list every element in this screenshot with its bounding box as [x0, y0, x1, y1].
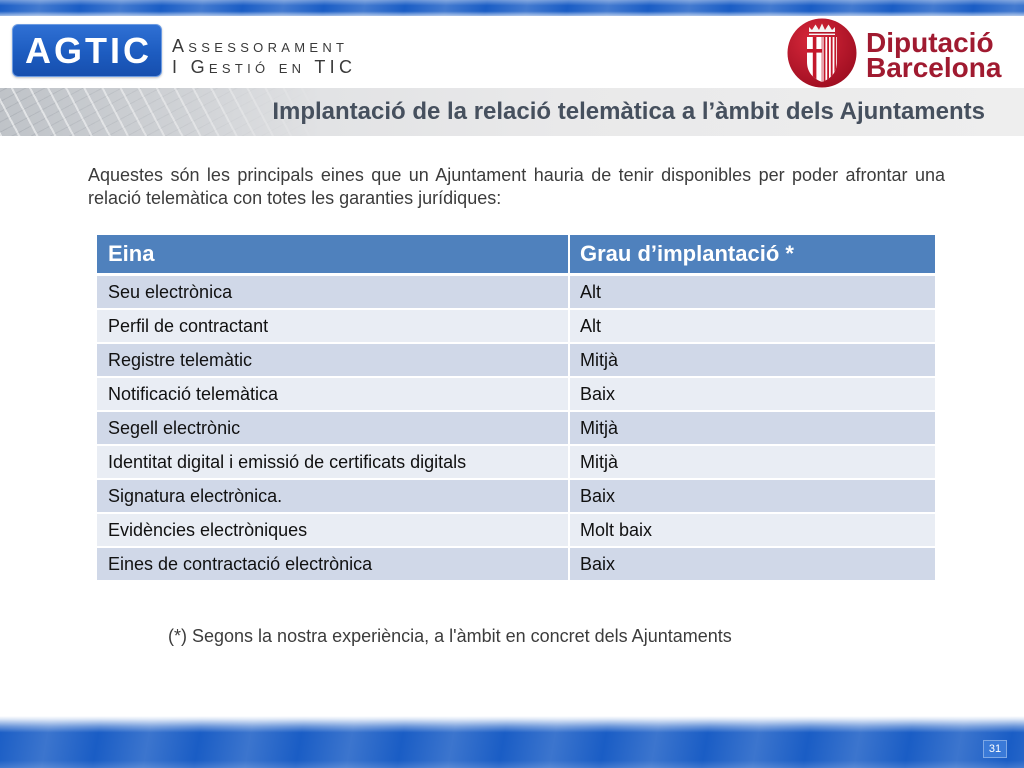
table-row — [97, 310, 935, 342]
diputacio-name-line-2: Barcelona — [866, 52, 1002, 83]
implementation-level-cell: Molt baix — [570, 514, 935, 546]
implementation-level-cell: Alt — [570, 276, 935, 308]
diputacio-coat-of-arms-icon — [787, 18, 857, 88]
tool-cell: Evidències electròniques — [97, 514, 568, 546]
table-row — [97, 276, 935, 308]
top-decorative-band — [0, 0, 1024, 16]
table-row — [97, 446, 935, 478]
footnote: (*) Segons la nostra experiència, a l'àmbit en concret dels Ajuntaments — [168, 626, 732, 646]
implementation-level-cell: Baix — [570, 378, 935, 410]
table-header-tool: Eina — [97, 235, 568, 273]
table-header-implementation-level: Grau d’implantació * — [570, 235, 935, 273]
implementation-table — [97, 235, 935, 582]
table-row — [97, 548, 935, 580]
implementation-level-cell: Baix — [570, 548, 935, 580]
agtic-logo-text: AGTIC — [25, 29, 152, 71]
table-row — [97, 344, 935, 376]
intro-paragraph: Aquestes són les principals eines que un Ajuntament hauria de tenir disponibles per poder afrontar una relació telemàtica con totes les garanties jurídiques: — [88, 165, 945, 208]
page-number: 31 — [983, 740, 1007, 758]
diputacio-name-line-1: Diputació — [866, 27, 994, 58]
tool-cell: Registre telemàtic — [97, 344, 568, 376]
slide-title: Implantació de la relació telemàtica a l’àmbit dels Ajuntaments — [272, 98, 985, 125]
diputacio-barcelona-name — [866, 27, 1002, 83]
implementation-level-cell: Mitjà — [570, 344, 935, 376]
implementation-level-cell: Mitjà — [570, 446, 935, 478]
tool-cell: Seu electrònica — [97, 276, 568, 308]
tool-cell: Notificació telemàtica — [97, 378, 568, 410]
table-header-row — [97, 235, 935, 273]
tool-cell: Signatura electrònica. — [97, 480, 568, 512]
implementation-level-cell: Alt — [570, 310, 935, 342]
implementation-level-cell: Baix — [570, 480, 935, 512]
agtic-logo — [12, 24, 162, 77]
table-row — [97, 412, 935, 444]
table-row — [97, 480, 935, 512]
implementation-level-cell: Mitjà — [570, 412, 935, 444]
tool-cell: Segell electrònic — [97, 412, 568, 444]
title-bar — [0, 88, 1024, 136]
tool-cell: Eines de contractació electrònica — [97, 548, 568, 580]
tool-cell: Identitat digital i emissió de certificats digitals — [97, 446, 568, 478]
agtic-tagline-line-2: I Gestió en TIC — [172, 57, 357, 77]
table-row — [97, 514, 935, 546]
agtic-tagline-line-1: Assessorament — [172, 36, 349, 56]
bottom-decorative-band — [0, 716, 1024, 768]
agtic-tagline — [172, 36, 356, 78]
tool-cell: Perfil de contractant — [97, 310, 568, 342]
table-row — [97, 378, 935, 410]
